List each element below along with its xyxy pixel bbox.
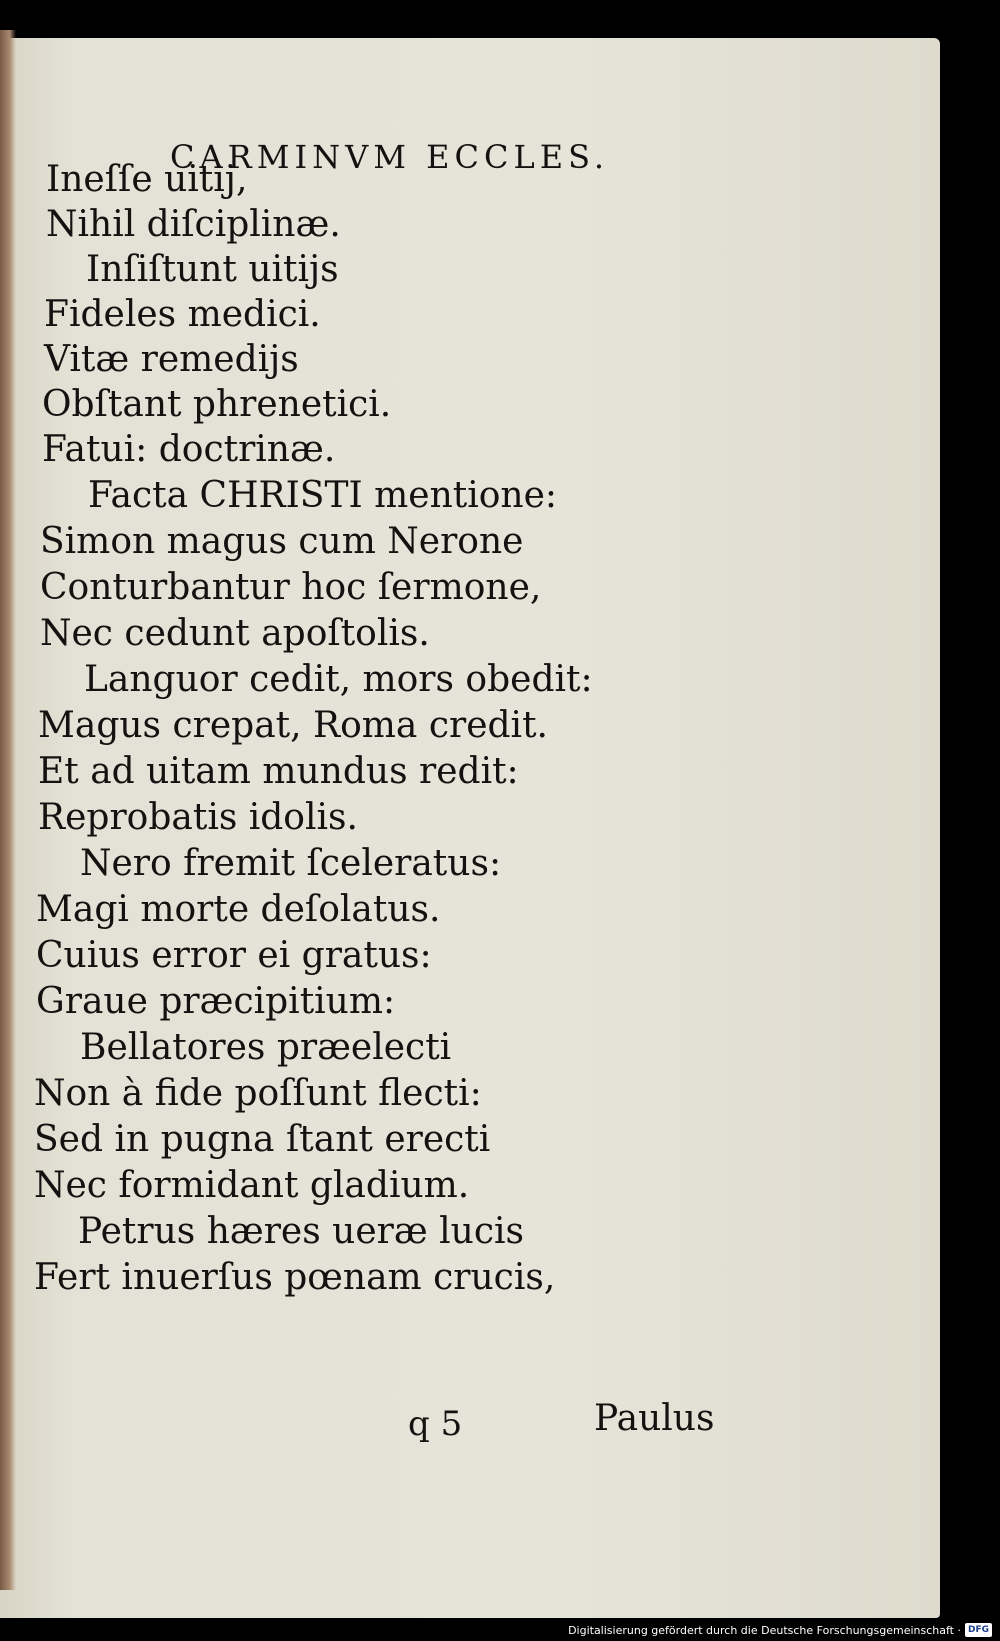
- page-text: [0, 38, 940, 1618]
- verse-line: Vitæ remedijs: [44, 339, 299, 380]
- verse-line: Ineſſe uitij,: [46, 159, 248, 200]
- verse-line: Fideles medici.: [44, 294, 321, 335]
- verse-line: Magi morte deſolatus.: [36, 889, 441, 930]
- page-binding-edge: [0, 30, 16, 1590]
- verse-line: Languor cedit, mors obedit:: [84, 659, 593, 700]
- verse-line: Sed in pugna ſtant erecti: [34, 1119, 491, 1160]
- verse-line: Conturbantur hoc ſermone,: [40, 567, 542, 608]
- verse-line: Et ad uitam mundus redit:: [38, 751, 519, 792]
- catchword: Paulus: [594, 1398, 715, 1439]
- verse-line: Inſiſtunt uitijs: [86, 249, 339, 290]
- dfg-logo: DFG: [965, 1623, 992, 1637]
- verse-line: Magus crepat, Roma credit.: [38, 705, 548, 746]
- verse-line: Reprobatis idolis.: [38, 797, 358, 838]
- verse-line: Facta CHRISTI mentione:: [88, 475, 558, 516]
- verse-line: Bellatores præelecti: [80, 1027, 452, 1068]
- verse-line: Nec cedunt apoſtolis.: [40, 613, 430, 654]
- digitization-credit: [568, 1623, 992, 1637]
- verse-line: Nero fremit ſceleratus:: [80, 843, 502, 884]
- verse-line: Nihil diſciplinæ.: [46, 204, 341, 245]
- verse-line: Obſtant phrenetici.: [42, 384, 392, 425]
- verse-line: Graue præcipitium:: [36, 981, 396, 1022]
- verse-line: Fert inuerſus pœnam crucis,: [34, 1257, 556, 1298]
- verse-line: Non à fide poſſunt flecti:: [34, 1073, 482, 1114]
- verse-line: Cuius error ei gratus:: [36, 935, 432, 976]
- verse-line: Nec formidant gladium.: [34, 1165, 470, 1206]
- verse-line: Fatui: doctrinæ.: [42, 429, 336, 470]
- signature-mark: q 5: [408, 1404, 463, 1444]
- book-page: [0, 38, 940, 1618]
- verse-line: Petrus hæres ueræ lucis: [78, 1211, 524, 1252]
- running-header: CARMINVM ECCLES.: [170, 138, 610, 176]
- credit-text: Digitalisierung gefördert durch die Deutsche Forschungsgemeinschaft ·: [568, 1623, 961, 1637]
- verse-line: Simon magus cum Nerone: [40, 521, 524, 562]
